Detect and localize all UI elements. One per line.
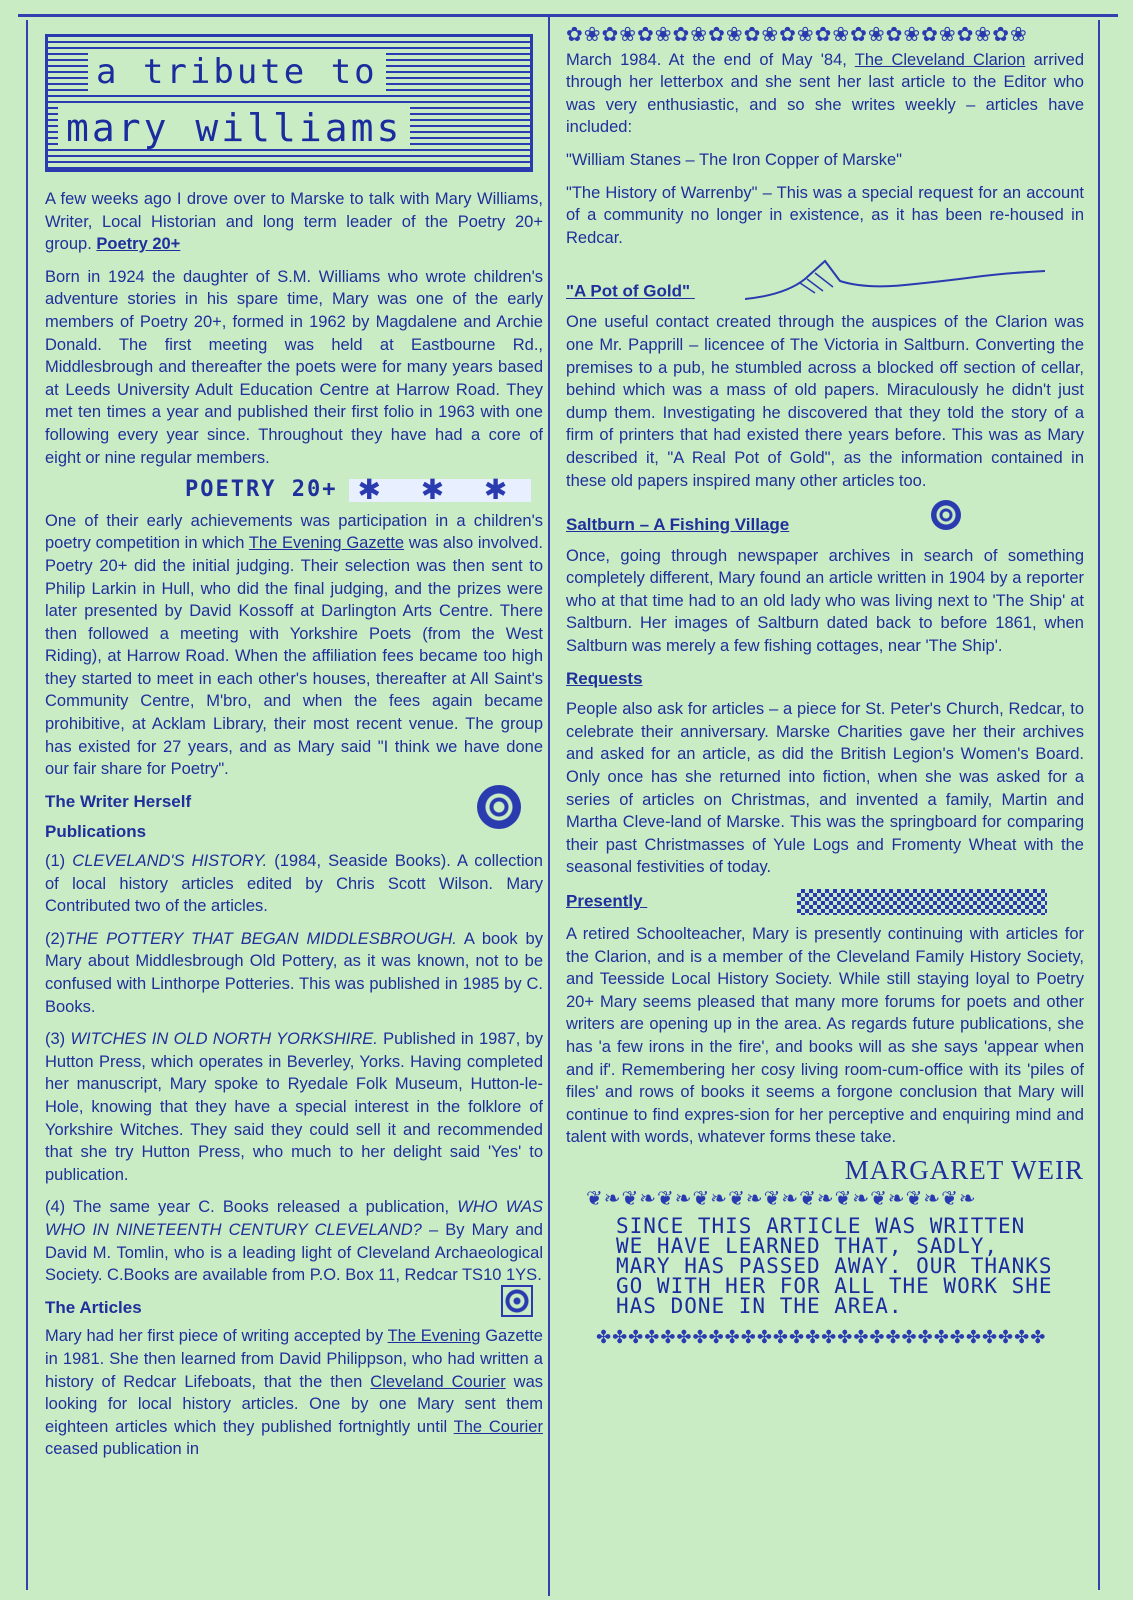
- pot-of-gold-paragraph: One useful contact created through the auspices of the Clarion was one Mr. Papprill – licencee of The Victoria in Saltburn. Converting the premises to a pub, he stumbled across a blocked off section of cellar, behind which was a mass of old papers. Miraculously he didn't just dump them. Investigating he discovered that they told the story of a firm of printers that had existed there years before. This was as Mary described it, "A Real Pot of Gold", as the information contained in these old papers inspired many other articles too.: [566, 313, 1084, 490]
- publication-3: (3) WITCHES IN OLD NORTH YORKSHIRE. Published in 1987, by Hutton Press, which operates in Beverley, Yorks. Having completed her manuscript, Mary spoke to Ryedale Folk Museum, Hutton-le-Hole, knowing that they have a special interest in the folklore of Yorkshire Witches. They said they could sell it and recommended that she try Hutton Press, who much to her delight said 'Yes' to publication.: [45, 1030, 543, 1184]
- heading-requests: Requests: [566, 668, 643, 688]
- column-divider: [548, 14, 550, 1596]
- heading-articles: The Articles: [45, 1297, 142, 1317]
- publication-2: (2)THE POTTERY THAT BEGAN MIDDLESBROUGH. A book by Mary about Middlesbrough Old Pottery, as it was known, not to be confused with Linthorpe Potteries. This was published in 1985 by C. Books.: [45, 929, 543, 1016]
- right-frame-rule: [1098, 20, 1100, 1590]
- evening-gazette-link[interactable]: The Evening Gazette: [248, 534, 405, 553]
- article-quote-1: "William Stanes – The Iron Copper of Marske": [566, 150, 903, 169]
- poetry-banner-text: POETRY 20+: [185, 477, 338, 503]
- heading-pot-of-gold: "A Pot of Gold": [566, 259, 1084, 303]
- intro-paragraph: A few weeks ago I drove over to Marske to talk with Mary Williams, Writer, Local Historian and long term leader of the Poetry 20+ group. Poetry 20+: [45, 190, 543, 254]
- poetry-link[interactable]: Poetry 20+: [96, 235, 181, 254]
- biography-paragraph: Born in 1924 the daughter of S.M. Williams who wrote children's adventure stories in his spare time, Mary was one of the early members of Poetry 20+, formed in 1962 by Magdalene and Archie Donald. The first meeting was held at Eastbourne Rd., Middlesbrough and thereafter the poets were for many years based at Leeds University Adult Education Centre at Harrow Road. They met ten times a year and published their first folio in 1963 with one following every year since. Throughout they have had a core of eight or nine regular members.: [45, 267, 543, 467]
- heading-writer-herself: The Writer Herself: [45, 791, 192, 811]
- flower-icon: [477, 785, 521, 829]
- asterisk-icons: ✱ ✱ ✱: [349, 479, 531, 502]
- title-line-1: a tribute to: [88, 51, 386, 93]
- ornamental-border-middle: ❦❧❦❧❦❧❦❧❦❧❦❧❦❧❦❧❦❧❦❧❦❧: [586, 1187, 977, 1210]
- article-quote-2: "The History of Warrenby" – This was a special request for an account of a community no longer in existence, as it has been re-housed in Redcar.: [566, 183, 1084, 247]
- courier-link[interactable]: The Courier: [453, 1417, 543, 1436]
- flower-icon-small: [931, 500, 961, 530]
- evening-gazette-link-2[interactable]: The Evening: [387, 1327, 481, 1346]
- publication-4: (4) The same year C. Books released a publication, WHO WAS WHO IN NINETEENTH CENTURY CLEVELAND? – By Mary and David M. Tomlin, who is a leading light of Cleveland Archaeological Society. C.Books are available from P.O. Box 11, Redcar TS10 1YS.: [45, 1198, 543, 1285]
- heading-saltburn: Saltburn – A Fishing Village: [566, 515, 790, 535]
- ornamental-border-bottom: ✤✤✤✤✤✤✤✤✤✤✤✤✤✤✤✤✤✤✤✤✤✤✤✤✤✤✤✤: [596, 1327, 1047, 1348]
- achievements-paragraph: One of their early achievements was participation in a children's poetry competition in which The Evening Gazette was also involved. Poetry 20+ did the initial judging. Their selection was then sent to Philip Larkin in Hull, who did the final judging, and the prizes were later presented by David Kossoff at Darlington Arts Centre. There then followed a meeting with Yorkshire Poets (from the West Riding), at Harrow Road. When the affiliation fees became too high they started to meet in each other's houses, thereafter at All Saint's Community Centre, M'bro, and when the fees again became prohibitive, at Acklam Library, their most recent venue. The group has existed for 27 years, and as Mary said "I think we have done our fair share for Poetry".: [45, 511, 543, 779]
- checker-decoration: [797, 889, 1047, 915]
- mountain-icon: [745, 259, 1045, 303]
- author-signature: MARGARET WEIR: [844, 1154, 1084, 1185]
- right-column: [566, 24, 1084, 1349]
- saltburn-paragraph: Once, going through newspaper archives in search of something completely different, Mary found an article written in 1904 by a reporter who at that time had to an old lady who was living next to 'The Ship' at Saltburn. Her images of Saltburn dated back to before 1861, when Saltburn was merely a few fishing cottages, near 'The Ship'.: [566, 546, 1084, 656]
- cleveland-clarion-link[interactable]: The Cleveland Clarion: [854, 50, 1026, 69]
- cleveland-courier-link[interactable]: Cleveland Courier: [370, 1372, 506, 1391]
- clarion-paragraph: March 1984. At the end of May '84, The Cleveland Clarion arrived through her letterbox and she sent her last article to the Editor who was very enthusiastic, and so she writes weekly – articles have included:: [566, 50, 1084, 137]
- publication-1: (1) CLEVELAND'S HISTORY. (1984, Seaside Books). A collection of local history articles edited by Chris Scott Wilson. Mary Contributed two of the articles.: [45, 852, 543, 916]
- heading-presently: Presently: [566, 889, 1084, 915]
- poetry-banner: [185, 474, 543, 506]
- presently-paragraph: A retired Schoolteacher, Mary is presently continuing with articles for the Clarion, and is a member of the Cleveland Family History Society, and Teesside Local History Society. While still staying loyal to Poetry 20+ Mary seems pleased that many more forums for poets and other writers are opening up in the area. As regards future publications, she has 'a few irons in the fire', and books will as she says 'appear when and if'. Remembering her cosy living room-cum-office with its 'piles of files' and rows of books it seems a forgone conclusion that Mary will continue to find expres-sion for her perceptive and enquiring mind and talent with words, whatever forms these take.: [566, 925, 1084, 1147]
- left-column: [45, 30, 543, 1471]
- articles-paragraph: Mary had her first piece of writing accepted by The Evening Gazette in 1981. She then learned from David Philippson, who had written a history of Redcar Lifeboats, that the then Cleveland Courier was looking for local history articles. One by one Mary sent them eighteen articles which they published fortnightly until The Courier ceased publication in: [45, 1327, 543, 1459]
- title-line-2: mary williams: [58, 107, 410, 149]
- memorial-note: SINCE THIS ARTICLE WAS WRITTEN WE HAVE LEARNED THAT, SADLY, MARY HAS PASSED AWAY. OUR THANKS GO WITH HER FOR ALL THE WORK SHE HAS DONE IN THE AREA.: [616, 1214, 1053, 1319]
- heading-publications: Publications: [45, 822, 147, 842]
- title-banner: [45, 34, 533, 172]
- floral-border-top: ✿❀✿❀✿❀✿❀✿❀✿❀✿❀✿❀✿❀✿❀✿❀✿❀✿❀: [566, 24, 1028, 46]
- wheel-icon: [501, 1285, 533, 1317]
- requests-paragraph: People also ask for articles – a piece for St. Peter's Church, Redcar, to celebrate their anniversary. Marske Charities gave her their archives and asked for an article, as did the British Legion's Women's Board. Only once has she returned into fiction, when she was asked for a series of articles on Christmas, and invented a family, Martin and Martha Cleve-land of Marske. This was the springboard for comparing their past Christmasses of Yule Logs and Fromenty Wheat with the seasonal festivities of today.: [566, 700, 1084, 877]
- left-frame-rule: [26, 20, 28, 1590]
